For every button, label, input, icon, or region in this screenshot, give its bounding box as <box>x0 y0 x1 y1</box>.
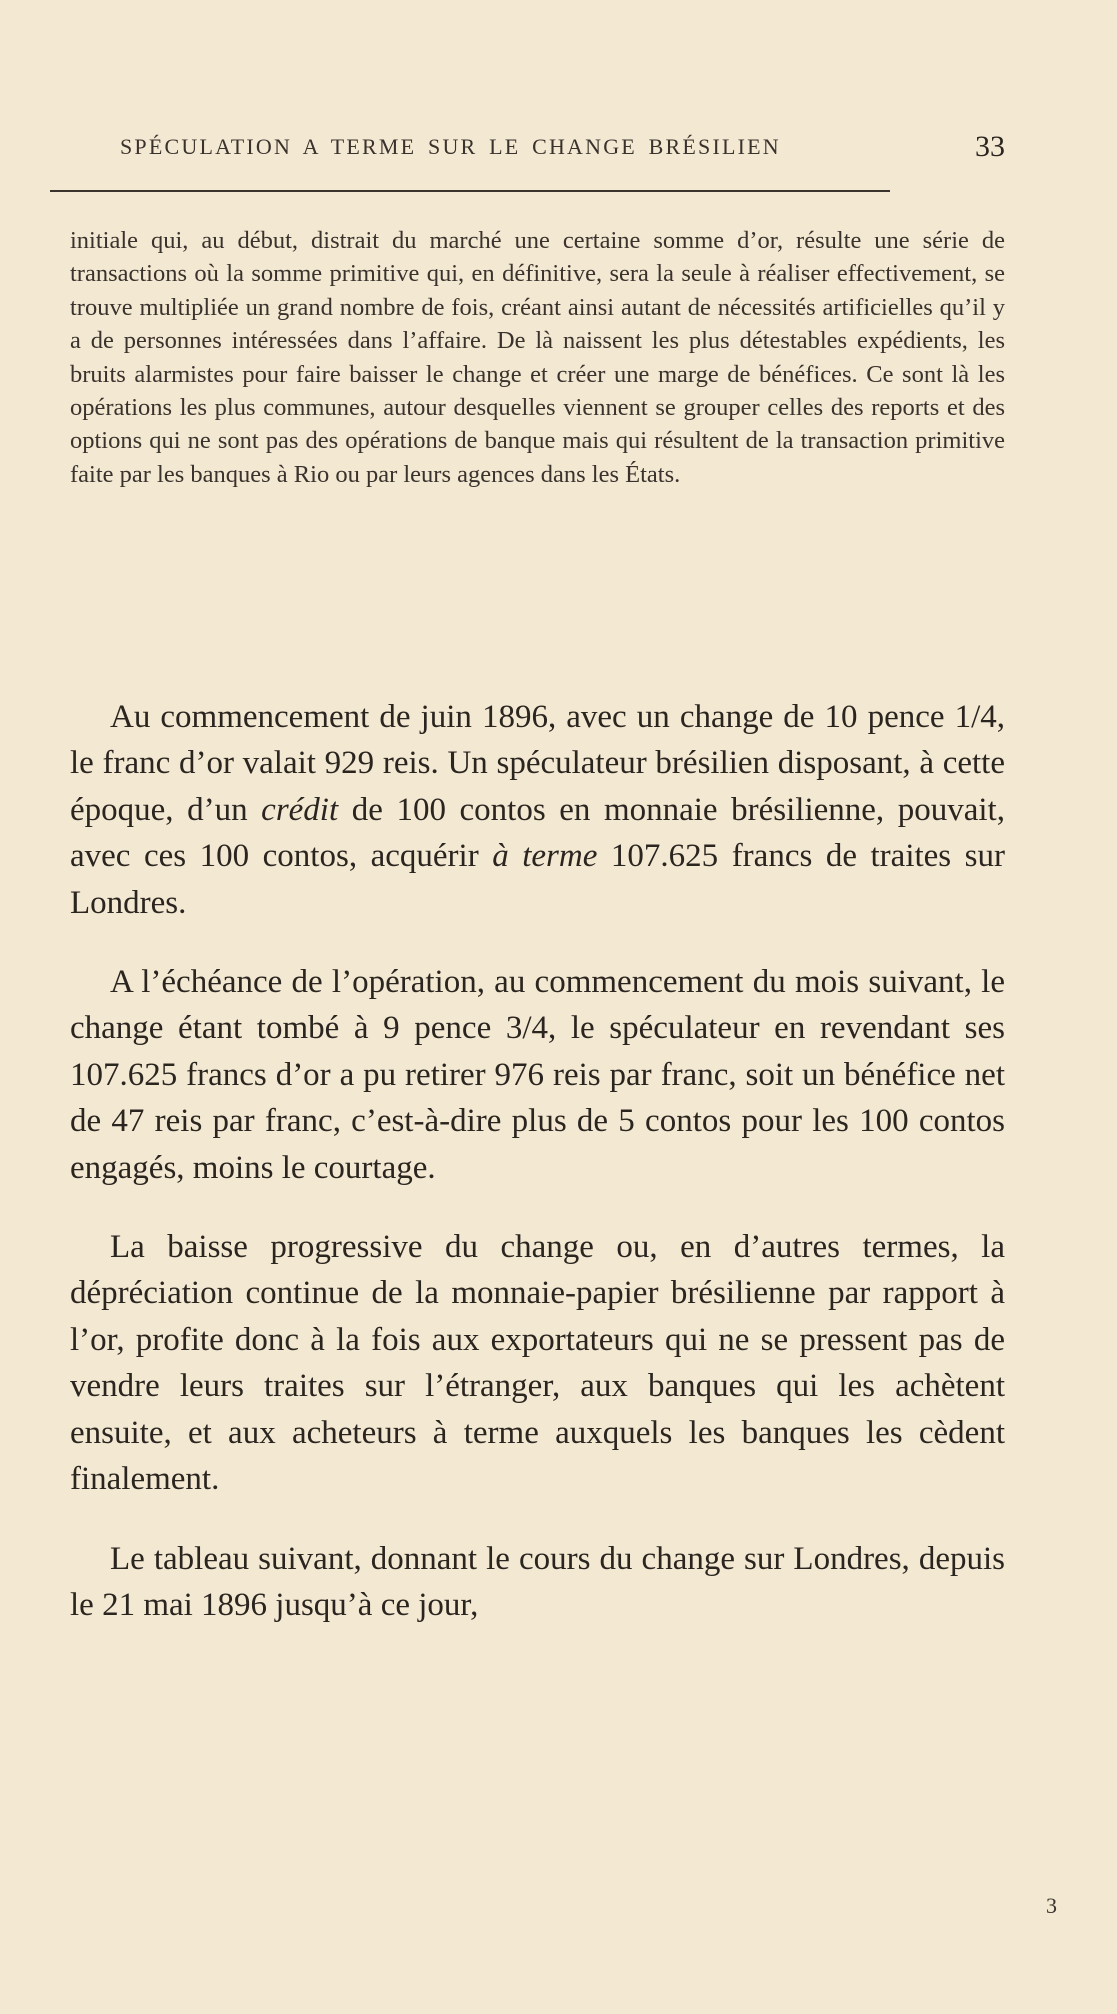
body-paragraph-1 <box>70 694 1005 926</box>
italic-credit: crédit <box>261 791 339 828</box>
main-text <box>70 694 1005 1661</box>
italic-a-terme: à terme <box>492 838 598 875</box>
signature-mark: 3 <box>1046 1893 1057 1918</box>
running-head <box>70 130 1005 174</box>
body-paragraph-3: La baisse progressive du change ou, en d’autres termes, la dépréciation continue de la monnaie-papier brésilienne par rapport à l’or, profite donc à la fois aux exportateurs qui ne se pressent pas de vendre leurs traites sur l’étranger, aux banques qui les achètent ensuite, et aux acheteurs à terme auxquels les banques les cèdent finalement. <box>70 1229 1005 1498</box>
body-paragraph-1-part-c: de 100 contos en monnaie brésilienne, pouvait, avec ces 100 contos, acquérir <box>70 791 1005 875</box>
running-title: SPÉCULATION A TERME SUR LE CHANGE BRÉSILIEN <box>120 134 781 159</box>
page-number: 33 <box>975 130 1005 163</box>
body-paragraph-2: A l’échéance de l’opération, au commencement du mois suivant, le change étant tombé à 9 pence 3/4, le spéculateur en revendant ses 107.625 francs d’or a pu retirer 976 reis par franc, soit un bénéfice net de 47 reis par franc, c’est-à-dire plus de 5 contos pour les 100 contos engagés, moins le courtage. <box>70 964 1005 1186</box>
body-paragraph-4: Le tableau suivant, donnant le cours du change sur Londres, depuis le 21 mai 1896 jusqu’à ce jour, <box>70 1540 1005 1623</box>
footnote-block <box>70 224 1005 491</box>
footnote-paragraph: initiale qui, au début, distrait du marché une certaine somme d’or, résulte une série de transactions où la somme primitive qui, en définitive, sera la seule à réaliser effectivement, se trouve multipliée un grand nombre de fois, créant ainsi autant de nécessités artificielles qu’il y a de personnes intéressées dans l’affaire. De là naissent les plus détestables expédients, les bruits alarmistes pour faire baisser le change et créer une marge de bénéfices. Ce sont là les opérations les plus communes, autour desquelles viennent se grouper celles des reports et des options qui ne sont pas des opérations de banque mais qui résultent de la transaction primitive faite par les banques à Rio ou par leurs agences dans les États. <box>70 227 1005 488</box>
body-paragraph-1-part-e: 107.625 francs de traites sur Londres. <box>70 838 1005 921</box>
book-page <box>70 0 1005 2014</box>
header-rule <box>50 190 890 192</box>
body-paragraph-1-part-a: Au commencement de juin 1896, avec un change de 10 pence 1/4, le franc d’or valait 929 reis. Un spéculateur brésilien disposant, à cette époque, d’un <box>70 699 1005 828</box>
